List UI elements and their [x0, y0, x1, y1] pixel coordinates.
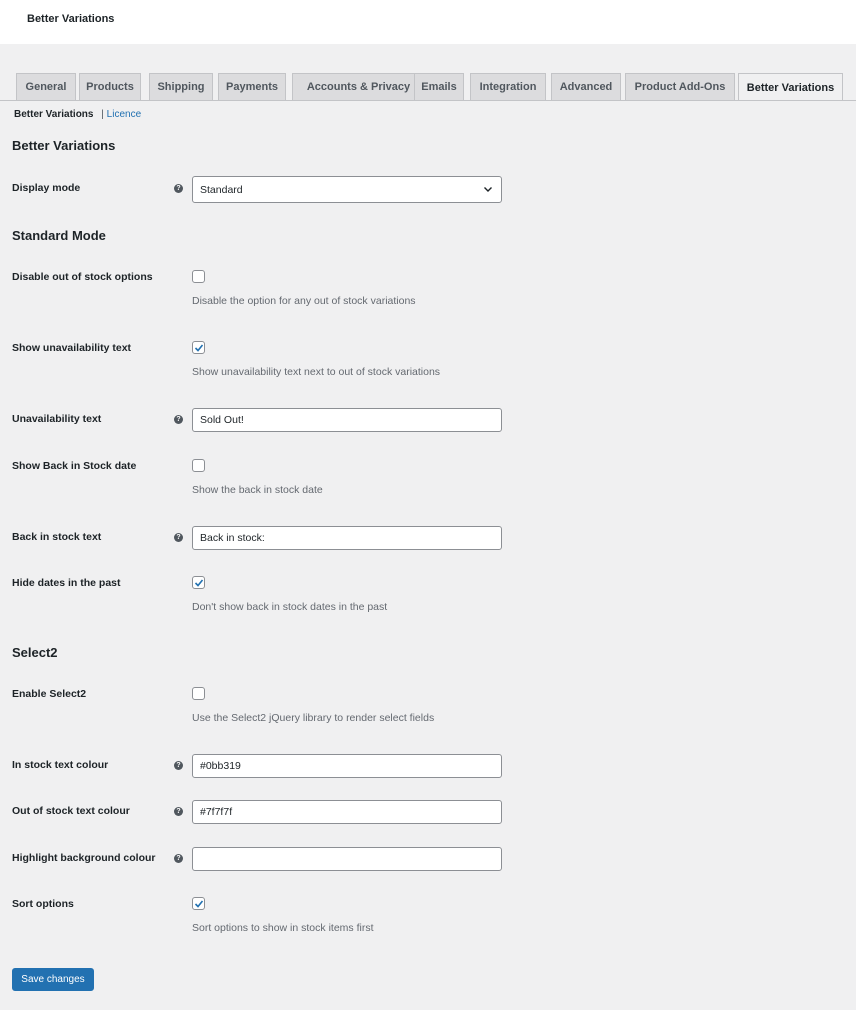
admin-topbar [0, 0, 856, 44]
checkmark-icon [194, 578, 204, 588]
show-unavail-checkbox[interactable] [192, 341, 205, 354]
oos-colour-input[interactable] [192, 800, 502, 824]
tab-integration[interactable]: Integration [470, 73, 546, 100]
settings-tabs [16, 73, 856, 100]
licence-link[interactable]: Licence [106, 109, 142, 120]
checkmark-icon [194, 899, 204, 909]
help-icon[interactable]: ? [174, 533, 183, 542]
subnav [14, 109, 141, 120]
disable-oos-checkbox[interactable] [192, 270, 205, 283]
show-back-date-checkbox[interactable] [192, 459, 205, 472]
tab-advanced[interactable]: Advanced [551, 73, 621, 100]
tab-shipping[interactable]: Shipping [149, 73, 213, 100]
help-icon[interactable]: ? [174, 854, 183, 863]
show-back-date-label: Show Back in Stock date [12, 460, 137, 472]
subnav-separator: | [101, 109, 104, 120]
hide-past-checkbox[interactable] [192, 576, 205, 589]
display-mode-label: Display mode [12, 182, 81, 194]
save-button[interactable]: Save changes [12, 968, 94, 991]
back-text-input[interactable] [192, 526, 502, 550]
disable-oos-description: Disable the option for any out of stock variations [192, 295, 416, 307]
tab-emails[interactable]: Emails [414, 73, 464, 100]
show-unavail-description: Show unavailability text next to out of stock variations [192, 366, 441, 378]
in-stock-colour-label: In stock text colour [12, 759, 109, 771]
hide-past-label: Hide dates in the past [12, 577, 121, 589]
page-title: Better Variations [27, 13, 115, 25]
help-icon[interactable]: ? [174, 807, 183, 816]
display-mode-value: Standard [200, 183, 243, 196]
tab-accounts-privacy[interactable]: Accounts & Privacy [292, 73, 425, 100]
tab-products[interactable]: Products [79, 73, 141, 100]
sort-options-label: Sort options [12, 898, 74, 910]
tab-product-add-ons[interactable]: Product Add-Ons [625, 73, 735, 100]
section-title-standard-mode: Standard Mode [12, 228, 106, 243]
sort-options-checkbox[interactable] [192, 897, 205, 910]
tab-payments[interactable]: Payments [218, 73, 286, 100]
display-mode-select[interactable] [192, 176, 502, 203]
show-back-date-description: Show the back in stock date [192, 484, 323, 496]
show-unavail-label: Show unavailability text [12, 342, 132, 354]
section-title-better-variations: Better Variations [12, 138, 116, 153]
tab-better-variations[interactable]: Better Variations [738, 73, 843, 101]
highlight-colour-input[interactable] [192, 847, 502, 871]
tab-general[interactable]: General [16, 73, 76, 100]
tab-divider [0, 100, 856, 101]
help-icon[interactable]: ? [174, 761, 183, 770]
hide-past-description: Don't show back in stock dates in the past [192, 601, 388, 613]
help-icon[interactable]: ? [174, 415, 183, 424]
sort-options-description: Sort options to show in stock items first [192, 922, 374, 934]
subnav-current: Better Variations [14, 109, 94, 120]
chevron-down-icon [483, 184, 493, 194]
disable-oos-label: Disable out of stock options [12, 271, 153, 283]
section-title-select2: Select2 [12, 645, 58, 660]
unavail-text-label: Unavailability text [12, 413, 102, 425]
in-stock-colour-input[interactable] [192, 754, 502, 778]
help-icon[interactable]: ? [174, 184, 183, 193]
back-text-label: Back in stock text [12, 531, 102, 543]
highlight-colour-label: Highlight background colour [12, 852, 156, 864]
enable-select2-label: Enable Select2 [12, 688, 87, 700]
checkmark-icon [194, 343, 204, 353]
enable-select2-description: Use the Select2 jQuery library to render select fields [192, 712, 435, 724]
oos-colour-label: Out of stock text colour [12, 805, 130, 817]
enable-select2-checkbox[interactable] [192, 687, 205, 700]
unavail-text-input[interactable] [192, 408, 502, 432]
